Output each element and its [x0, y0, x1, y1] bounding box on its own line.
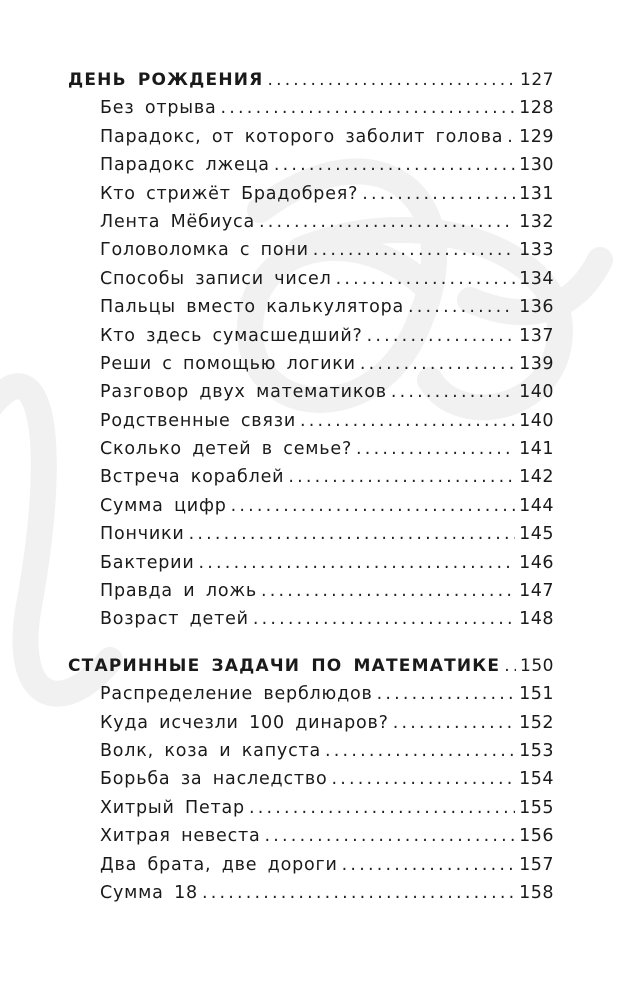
dot-leader — [325, 741, 515, 761]
dot-leader — [331, 769, 515, 789]
toc-entry[interactable] — [68, 184, 554, 212]
toc-entry-title: Борьба за наследство — [100, 769, 328, 790]
toc-entry-page-number: 134 — [519, 268, 554, 289]
toc-entry-page-number: 151 — [519, 684, 554, 705]
toc-entry-title: Волк, коза и капуста — [100, 740, 322, 761]
toc-entry-page-number: 136 — [519, 297, 554, 318]
toc-entry[interactable] — [68, 741, 554, 769]
toc-entry-title: Хитрая невеста — [100, 826, 261, 847]
dot-leader — [288, 467, 515, 487]
toc-entry-page-number: 133 — [519, 240, 554, 261]
dot-leader — [367, 326, 515, 346]
toc-entry[interactable] — [68, 553, 554, 581]
dot-leader — [274, 155, 515, 175]
dot-leader — [313, 240, 515, 260]
dot-leader — [261, 581, 515, 601]
toc-entry-page-number: 128 — [519, 98, 554, 119]
toc-entry-title: Разговор двух математиков — [100, 382, 387, 403]
toc-entry-page-number: 144 — [519, 495, 554, 516]
toc-entry-title: Родственные связи — [100, 410, 297, 431]
toc-entry-page-number: 145 — [519, 524, 554, 545]
toc-entry-page-number: 153 — [519, 740, 554, 761]
toc-entry-title: Способы записи чисел — [100, 268, 332, 289]
toc-entry-page-number: 152 — [519, 712, 554, 733]
dot-leader — [393, 713, 515, 733]
toc-entry-page-number: 132 — [519, 211, 554, 232]
toc-entry-title: Хитрый Петар — [100, 797, 245, 818]
toc-entry-title: Без отрыва — [100, 98, 217, 119]
toc-entry[interactable] — [68, 581, 554, 609]
toc-entry[interactable] — [68, 684, 554, 712]
toc-entry-title: Два брата, две дороги — [100, 854, 338, 875]
dot-leader — [259, 212, 515, 232]
dot-leader — [377, 684, 515, 704]
dot-leader — [504, 656, 516, 676]
dot-leader — [360, 354, 515, 374]
dot-leader — [253, 609, 515, 629]
toc-entry-title: Сколько детей в семье? — [100, 439, 353, 460]
toc-entry[interactable] — [68, 240, 554, 268]
dot-leader — [199, 553, 516, 573]
dot-leader — [202, 883, 515, 903]
toc-entry[interactable] — [68, 382, 554, 410]
toc-entry-page-number: 147 — [519, 581, 554, 602]
toc-section — [68, 70, 554, 638]
dot-leader — [265, 826, 516, 846]
toc-entry[interactable] — [68, 354, 554, 382]
section-heading[interactable] — [68, 70, 554, 98]
toc-entry-page-number: 141 — [519, 439, 554, 460]
toc-entry-title: Пончики — [100, 524, 185, 545]
toc-entry[interactable] — [68, 855, 554, 883]
dot-leader — [342, 855, 515, 875]
table-of-contents — [68, 70, 554, 929]
toc-entry[interactable] — [68, 496, 554, 524]
toc-entry[interactable] — [68, 826, 554, 854]
dot-leader — [300, 411, 515, 431]
dot-leader — [221, 98, 516, 118]
toc-entry[interactable] — [68, 798, 554, 826]
toc-entry[interactable] — [68, 326, 554, 354]
section-heading-page-number: 150 — [520, 655, 554, 676]
toc-entry-page-number: 140 — [519, 382, 554, 403]
toc-entry-title: Лента Мёбиуса — [100, 211, 255, 232]
toc-entry-title: Возраст детей — [100, 609, 249, 630]
toc-entry-title: Пальцы вместо калькулятора — [100, 297, 405, 318]
toc-entry-page-number: 139 — [519, 353, 554, 374]
dot-leader — [408, 297, 515, 317]
toc-entry[interactable] — [68, 127, 554, 155]
toc-entry[interactable] — [68, 439, 554, 467]
dot-leader — [507, 127, 515, 147]
dot-leader — [189, 524, 516, 544]
dot-leader — [391, 382, 515, 402]
toc-entry[interactable] — [68, 769, 554, 797]
toc-entry-title: Реши с помощью логики — [100, 353, 356, 374]
toc-entry-page-number: 154 — [519, 769, 554, 790]
section-heading-title: СТАРИННЫЕ ЗАДАЧИ ПО МАТЕМАТИКЕ — [68, 655, 501, 676]
toc-entry[interactable] — [68, 609, 554, 637]
toc-entry-title: Головоломка с пони — [100, 240, 309, 261]
section-heading-title: ДЕНЬ РОЖДЕНИЯ — [68, 70, 264, 90]
toc-entry-page-number: 155 — [519, 797, 554, 818]
toc-entry-page-number: 157 — [519, 854, 554, 875]
toc-entry-page-number: 137 — [519, 325, 554, 346]
toc-entry-page-number: 130 — [519, 155, 554, 176]
toc-entry[interactable] — [68, 297, 554, 325]
dot-leader — [249, 798, 515, 818]
toc-entry-title: Встреча кораблей — [100, 467, 285, 488]
toc-entry-page-number: 158 — [519, 882, 554, 903]
toc-entry[interactable] — [68, 269, 554, 297]
toc-section — [68, 656, 554, 912]
toc-entry-page-number: 156 — [519, 826, 554, 847]
toc-entry[interactable] — [68, 212, 554, 240]
dot-leader — [231, 496, 515, 516]
toc-entry-page-number: 131 — [519, 183, 554, 204]
toc-entry-title: Правда и ложь — [100, 581, 257, 602]
dot-leader — [267, 70, 516, 90]
toc-entry-title: Сумма 18 — [100, 882, 198, 903]
toc-entry-title: Парадокс, от которого заболит голова — [100, 126, 504, 147]
toc-entry-title: Кто здесь сумасшедший? — [100, 325, 363, 346]
dot-leader — [362, 184, 515, 204]
toc-entry-page-number: 146 — [519, 552, 554, 573]
toc-entry-title: Парадокс лжеца — [100, 155, 270, 176]
toc-entry-title: Бактерии — [100, 552, 195, 573]
dot-leader — [356, 439, 515, 459]
section-heading[interactable] — [68, 656, 554, 684]
toc-entry[interactable] — [68, 155, 554, 183]
toc-entry-title: Кто стрижёт Брадобрея? — [100, 183, 359, 204]
toc-entry[interactable] — [68, 713, 554, 741]
toc-entry[interactable] — [68, 883, 554, 911]
toc-entry-page-number: 140 — [519, 410, 554, 431]
toc-entry-title: Сумма цифр — [100, 495, 227, 516]
toc-entry[interactable] — [68, 524, 554, 552]
toc-entry-title: Куда исчезли 100 динаров? — [100, 712, 389, 733]
toc-entry-title: Распределение верблюдов — [100, 684, 373, 705]
toc-entry[interactable] — [68, 467, 554, 495]
toc-entry-page-number: 142 — [519, 467, 554, 488]
section-heading-page-number: 127 — [520, 70, 554, 90]
toc-entry[interactable] — [68, 411, 554, 439]
toc-entry-page-number: 129 — [519, 126, 554, 147]
toc-entry[interactable] — [68, 98, 554, 126]
toc-entry-page-number: 148 — [519, 609, 554, 630]
dot-leader — [336, 269, 516, 289]
